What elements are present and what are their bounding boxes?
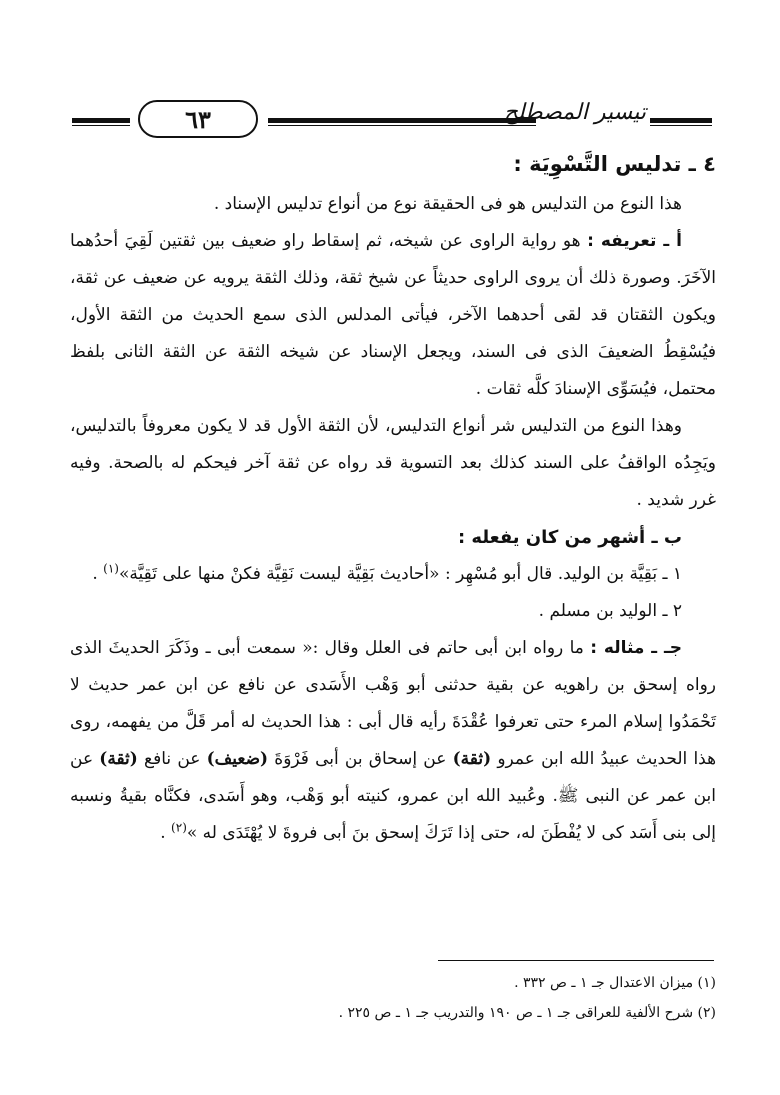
footnote: (٢) شرح الألفية للعراقى جـ ١ ـ ص ١٩٠ والتدريب جـ ١ ـ ص ٢٢٥ . bbox=[338, 1005, 716, 1021]
example-text: ما رواه ابن أبى حاتم فى العلل وقال :« سمعت أبى ـ وذَكَرَ الحديثَ الذى رواه إسحق بن راهويه عن بقية حدثنى أبو وَهْب الأَسَدى عن نافع عن ابن عمر حديث لا تَحْمَدُوا إسلام المرء حتى تعرفوا عُقْدَةَ رأيه قال أبى : هذا الحديث له أمر قَلَّ من يفهمه، روى هذا الحديث عبيدُ الله ابن عمرو bbox=[70, 638, 717, 769]
example-label: جـ ـ مثاله : bbox=[590, 638, 683, 658]
section-heading: ٤ ـ تدليس التَّسْوِيَة : bbox=[513, 152, 716, 176]
list-item-end: . bbox=[92, 564, 104, 584]
footnote-separator bbox=[438, 960, 714, 961]
example-text: عن إسحاق بن أبى فَرْوَةَ bbox=[274, 749, 447, 769]
evaluation-paragraph: وهذا النوع من التدليس شر أنواع التدليس، لأن الثقة الأول قد لا يكون معروفاً بالتدليس، ويَجِدُه الواقفُ على السند كذلك بعد التسوية قد رواه عن ثقة آخر فيحكم له بالصحة. وفيه غرر شديد . bbox=[70, 416, 716, 510]
list-item-text: ١ ـ بَقِيَّة بن الوليد. قال أبو مُسْهِر : «أحاديث بَقِيَّة ليست نَقِيَّة فكنْ منها على تَقِيَّة» bbox=[118, 564, 682, 584]
main-text bbox=[70, 146, 716, 852]
running-title: تيسير المصطلح bbox=[503, 100, 646, 125]
grade-label: (ثقة) bbox=[99, 749, 138, 769]
list-item-text: ٢ ـ الوليد بن مسلم . bbox=[538, 601, 682, 621]
page-header bbox=[72, 98, 712, 142]
list-item bbox=[70, 556, 716, 593]
footnote: (١) ميزان الاعتدال جـ ١ ـ ص ٣٣٢ . bbox=[514, 975, 716, 991]
footnote-ref: (١) bbox=[103, 561, 119, 576]
example-text: عن نافع bbox=[144, 749, 201, 769]
intro-paragraph: هذا النوع من التدليس هو فى الحقيقة نوع من أنواع تدليس الإسناد . bbox=[213, 194, 682, 214]
footnote-ref: (٢) bbox=[171, 820, 187, 835]
list-item bbox=[70, 593, 716, 630]
definition-label: أ ـ تعريفه : bbox=[587, 231, 682, 251]
page-number: ٦٣ bbox=[138, 100, 258, 138]
example-text: عن ابن عمر عن النبى ﷺ. وعُبيد الله ابن عمرو، كنيته أبو وَهْب، وهو أَسَدى، فكنَّاه بقيةُ ونسبه إلى بنى أَسَد كى لا يُفْطَنَ له، حتى إذا تَرَكَ إسحق بنَ أبى فروةَ لا يُهْتَدَى له » bbox=[70, 749, 716, 843]
famous-heading: ب ـ أشهر من كان يفعله : bbox=[457, 527, 682, 548]
header-rule-left bbox=[72, 118, 130, 123]
header-rule-right bbox=[650, 118, 712, 123]
header-rule-middle bbox=[268, 118, 536, 123]
example-end: . bbox=[160, 823, 172, 843]
definition-text: هو رواية الراوى عن شيخه، ثم إسقاط راو ضعيف بين ثقتين لَقِيَ أحدُهما الآخَرَ. وصورة ذلك أن يروى الراوى حديثاً عن شيخ ثقة، وذلك الثقة يرويه عن ضعيف عن ثقة، ويكون الثقتان قد لقى أحدهما الآخر، فيأتى المدلس الذى سمع الحديث من الثقة الأول، فيُسْقِطُ الضعيفَ الذى فى السند، ويجعل الإسناد عن شيخه الثقة عن الثقة الثانى بلفظ محتمل، فيُسَوِّى الإسنادَ كلَّه ثقات . bbox=[70, 231, 716, 399]
footnotes bbox=[70, 968, 716, 1028]
definition-paragraph bbox=[70, 223, 716, 408]
grade-label: (ضعيف) bbox=[206, 749, 269, 769]
example-paragraph bbox=[70, 630, 716, 852]
grade-label: (ثقة) bbox=[452, 749, 492, 769]
